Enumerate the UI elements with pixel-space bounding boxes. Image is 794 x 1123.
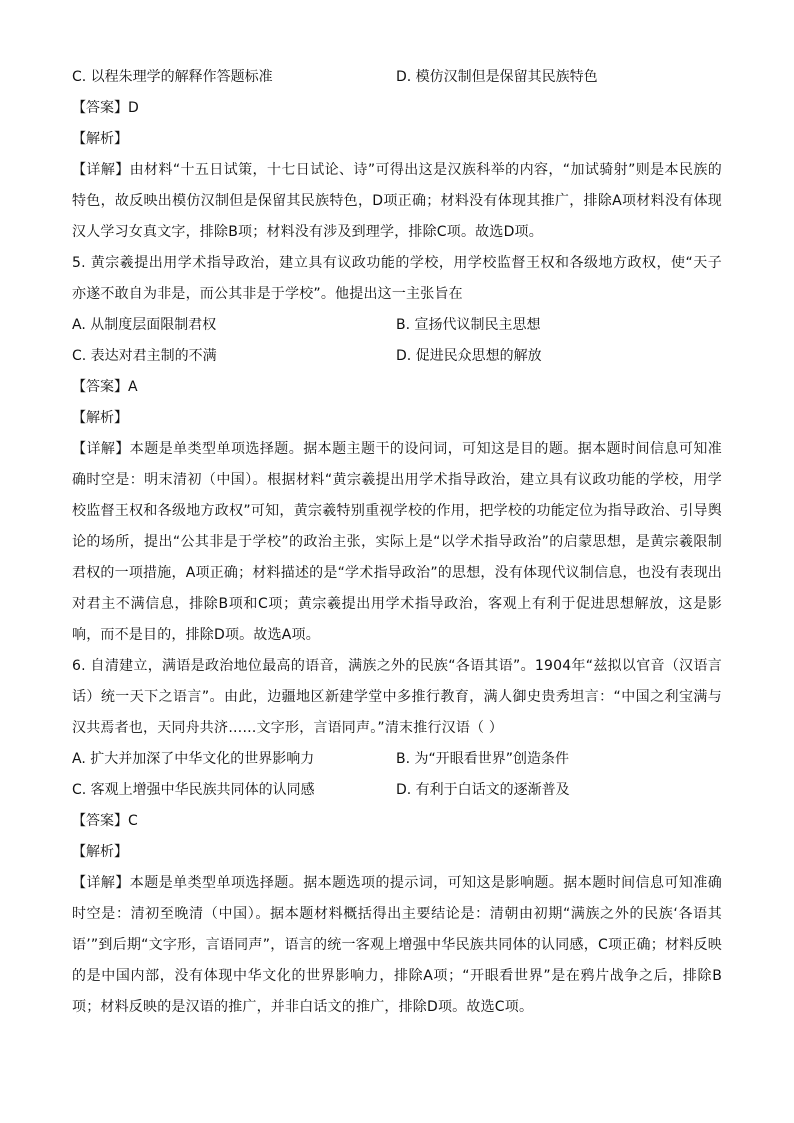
q6-option-c: C. 客观上增强中华民族共同体的认同感: [72, 782, 315, 798]
q5-option-b: B. 宣扬代议制民主思想: [396, 317, 541, 333]
q4-detail: 【详解】由材料“十五日试策，十七日试论、诗”可得出这是汉族科举的内容，“加试骑射”则是本民族的特色，故反映出模仿汉制但是保留其民族特色，D项正确；材料没有体现其推广，排除A项材料没有体现汉人学习女真文字，排除B项；材料没有涉及到理学，排除C项。故选D项。: [72, 162, 722, 240]
q5-stem: 5. 黄宗羲提出用学术指导政治，建立具有议政功能的学校，用学校监督王权和各级地方政权，使“天子亦遂不敢自为非是，而公其非是于学校”。他提出这一主张旨在: [72, 255, 722, 302]
q6-option-a: A. 扩大并加深了中华文化的世界影响力: [72, 751, 315, 767]
q5-detail: 【详解】本题是单类型单项选择题。据本题主题干的设问词，可知这是目的题。据本题时间信息可知准确时空是：明末清初（中国）。根据材料“黄宗羲提出用学术指导政治，建立具有议政功能的学校，用学校监督王权和各级地方政权”可知，黄宗羲特别重视学校的作用，把学校的功能定位为指导政治、引导舆论的场所，提出“公其非是于学校”的政治主张，实际上是“以学术指导政治”的启蒙思想，是黄宗羲限制君权的一项措施，A项正确；材料描述的是“学术指导政治”的思想，没有体现代议制信息，也没有表现出对君主不满信息，排除B项和C项；黄宗羲提出用学术指导政治，客观上有利于促进思想解放，这是影响，而不是目的，排除D项。故选A项。: [72, 441, 722, 643]
q5-option-c: C. 表达对君主制的不满: [72, 348, 217, 364]
q4-option-d: D. 模仿汉制但是保留其民族特色: [396, 69, 598, 85]
q6-stem: 6. 自清建立，满语是政治地位最高的语音，满族之外的民族“各语其语”。1904年“兹拟以官音（汉语言话）统一天下之语言”。由此，边疆地区新建学堂中多推行教育，满人御史贵秀坦言：“中国之利宝满与汉共焉者也，天同舟共济……文字形，言语同声。”清末推行汉语（ ）: [72, 658, 722, 736]
q6-analysis-label: 【解析】: [72, 844, 128, 860]
q4-options-cd: [72, 62, 722, 93]
q4-answer: 【答案】D: [72, 100, 139, 116]
q5-option-a: A. 从制度层面限制君权: [72, 317, 217, 333]
q6-options-ab: [72, 744, 722, 775]
q5-options-ab: [72, 310, 722, 341]
q6-detail: 【详解】本题是单类型单项选择题。据本题选项的提示词，可知这是影响题。据本题时间信息可知准确时空是：清初至晚清（中国）。据本题材料概括得出主要结论是：清朝由初期“满族之外的民族‘各语其语’”到后期“文字形，言语同声”，语言的统一客观上增强中华民族共同体的认同感，C项正确；材料反映的是中国内部，没有体现中华文化的世界影响力，排除A项；“开眼看世界”是在鸦片战争之后，排除B项；材料反映的是汉语的推广，并非白话文的推广，排除D项。故选C项。: [72, 875, 722, 1015]
q5-options-cd: [72, 341, 722, 372]
q6-options-cd: [72, 775, 722, 806]
document-page: [72, 62, 722, 1023]
q5-answer: 【答案】A: [72, 379, 138, 395]
q6-option-b: B. 为“开眼看世界”创造条件: [396, 751, 570, 767]
q4-option-c: C. 以程朱理学的解释作答题标准: [72, 69, 273, 85]
q4-analysis-label: 【解析】: [72, 131, 128, 147]
q5-option-d: D. 促进民众思想的解放: [396, 348, 542, 364]
q6-option-d: D. 有利于白话文的逐渐普及: [396, 782, 570, 798]
q5-analysis-label: 【解析】: [72, 410, 128, 426]
q6-answer: 【答案】C: [72, 813, 138, 829]
